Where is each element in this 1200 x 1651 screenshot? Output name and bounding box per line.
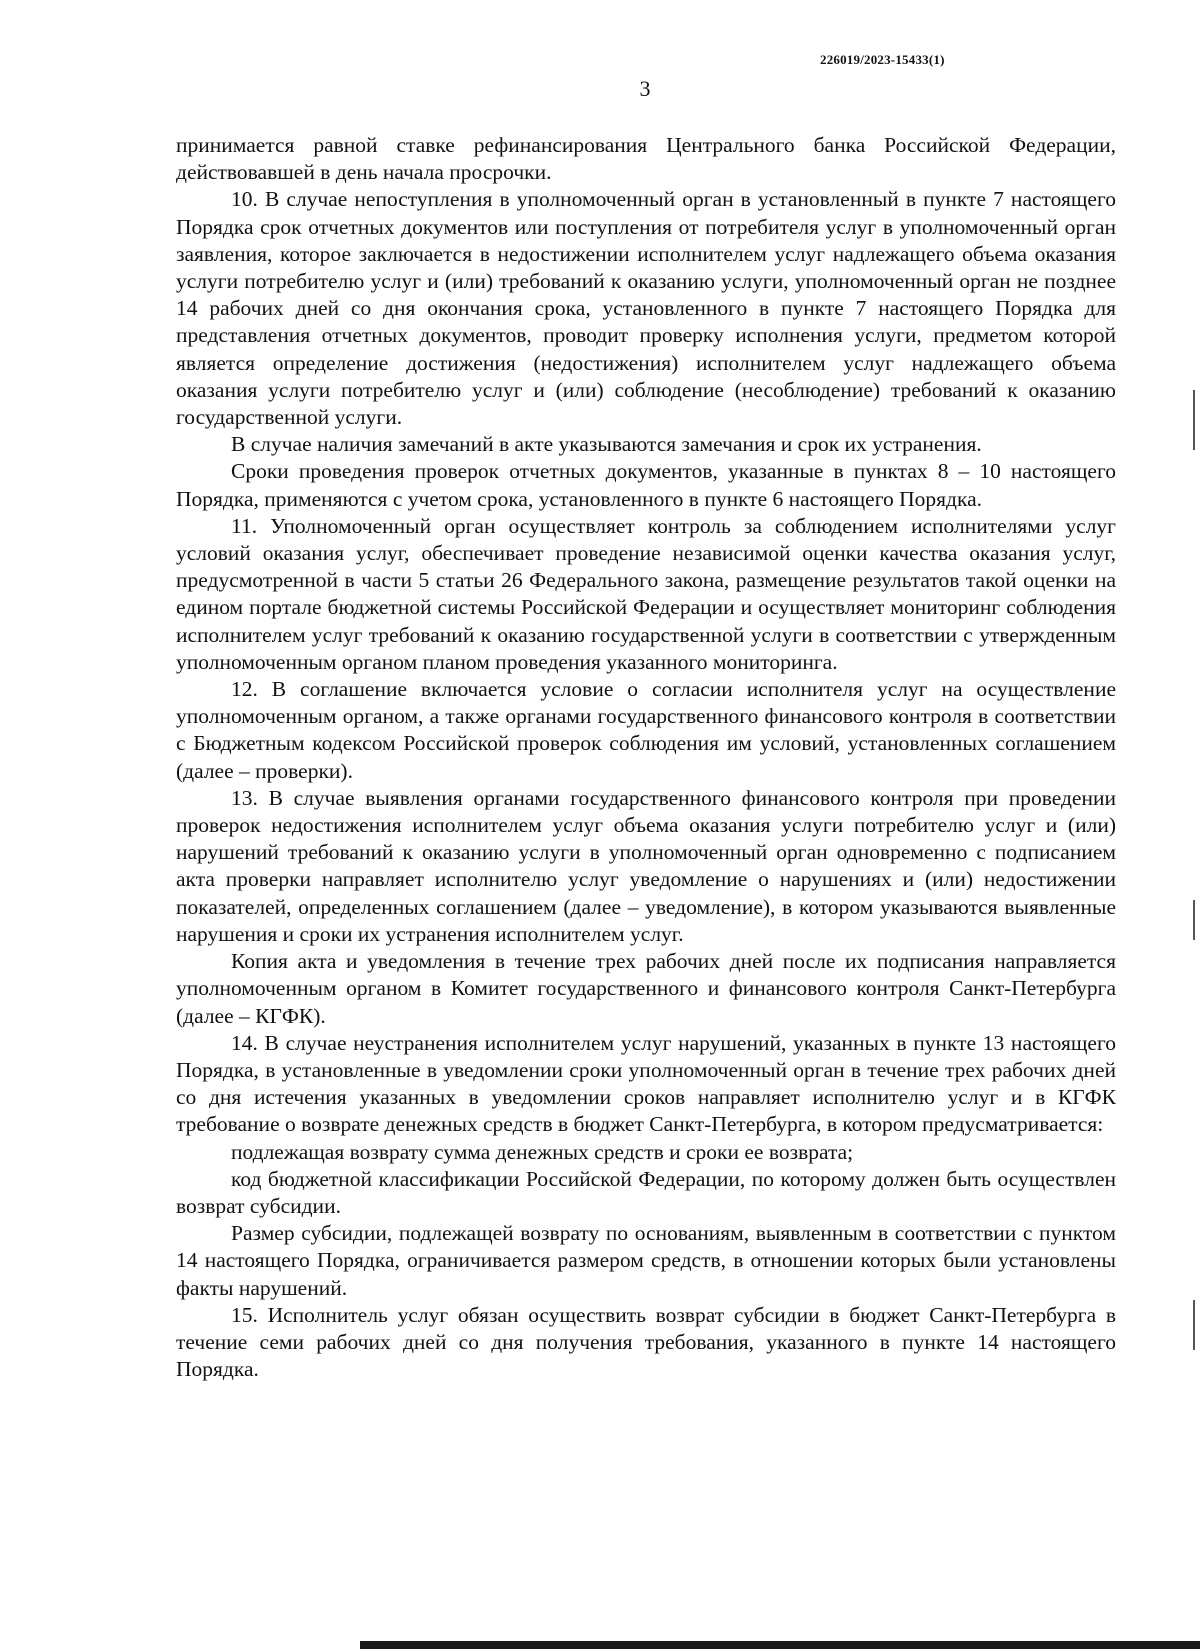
paragraph-refund-amount: подлежащая возврату сумма денежных средств и сроки ее возврата; <box>231 1139 854 1164</box>
paragraph-item-12: 12. В соглашение включается условие о согласии исполнителя услуг на осуществление уполномоченным органом, а также органами государственного финансового контроля в соответствии с Бюджетным кодексом Российской проверок соблюдения им условий, установленных соглашением (далее – проверки). <box>176 677 1116 783</box>
paragraph-item-14: 14. В случае неустранения исполнителем услуг нарушений, указанных в пункте 13 настоящего Порядка, в установленные в уведомлении сроки уполномоченный орган в течение трех рабочих дней со дня истечения указанных в уведомлении сроков направляет исполнителю услуг и в КГФК требование о возврате денежных средств в бюджет Санкт-Петербурга, в котором предусматривается: <box>176 1030 1116 1137</box>
document-body <box>176 132 1116 1383</box>
paragraph-remarks: В случае наличия замечаний в акте указываются замечания и срок их устранения. <box>231 432 982 457</box>
paragraph-item-11: 11. Уполномоченный орган осуществляет контроль за соблюдением исполнителями услуг условий оказания услуг, обеспечивает проведение независимой оценки качества оказания услуг, предусмотренной в части 5 статьи 26 Федерального закона, размещение результатов такой оценки на едином портале бюджетной системы Российской Федерации и осуществляет мониторинг соблюдения исполнителем услуг требований к оказанию государственной услуги в соответствии с утвержденным уполномоченным органом планом проведения указанного мониторинга. <box>176 513 1116 674</box>
paragraph-item-10: 10. В случае непоступления в уполномоченный орган в установленный в пункте 7 настоящего Порядка срок отчетных документов или поступления от потребителя услуг в уполномоченный орган заявления, которое заключается в недостижении исполнителем услуг надлежащего объема оказания услуги потребителю услуг и (или) требований к оказанию услуги, уполномоченный орган не позднее 14 рабочих дней со дня окончания срока, установленного в пункте 7 настоящего Порядка для представления отчетных документов, проводит проверку исполнения услуги, предметом которой является определение достижения (недостижения) исполнителем услуг надлежащего объема оказания услуги потребителю услуг и (или) соблюдение (несоблюдение) требований к оказанию государственной услуги. <box>176 187 1116 430</box>
paragraph-budget-code: код бюджетной классификации Российской Федерации, по которому должен быть осуществлен возврат субсидии. <box>176 1166 1116 1218</box>
scan-edge-mark <box>1193 390 1195 450</box>
paragraph-continuation: принимается равной ставке рефинансирования Центрального банка Российской Федерации, действовавшей в день начала просрочки. <box>176 133 1116 185</box>
scan-edge-mark <box>1193 900 1195 940</box>
document-id: 226019/2023-15433(1) <box>820 52 945 67</box>
scan-edge-mark <box>1193 1300 1195 1350</box>
paragraph-item-15: 15. Исполнитель услуг обязан осуществить возврат субсидии в бюджет Санкт-Петербурга в течение семи рабочих дней со дня получения требования, указанного в пункте 14 настоящего Порядка. <box>176 1302 1116 1382</box>
paragraph-deadlines: Сроки проведения проверок отчетных документов, указанные в пунктах 8 – 10 настоящего Порядка, применяются с учетом срока, установленного в пункте 6 настоящего Порядка. <box>176 459 1116 511</box>
scan-bottom-border <box>360 1641 1200 1649</box>
paragraph-refund-size: Размер субсидии, подлежащей возврату по основаниям, выявленным в соответствии с пунктом 14 настоящего Порядка, ограничивается размером средств, в отношении которых были установлены факты нарушений. <box>176 1221 1116 1300</box>
paragraph-copy-notice: Копия акта и уведомления в течение трех рабочих дней после их подписания направляется уполномоченным органом в Комитет государственного и финансового контроля Санкт-Петербурга (далее – КГФК). <box>176 949 1116 1028</box>
paragraph-item-13: 13. В случае выявления органами государственного финансового контроля при проведении проверок недостижения исполнителем услуг объема оказания услуги потребителю услуг и (или) нарушений требований к оказанию услуги в уполномоченный орган одновременно с подписанием акта проверки направляет исполнителю услуг уведомление о нарушениях и (или) недостижении показателей, определенных соглашением (далее – уведомление), в котором указываются выявленные нарушения и сроки их устранения исполнителем услуг. <box>176 785 1116 946</box>
page-number: 3 <box>639 76 651 101</box>
